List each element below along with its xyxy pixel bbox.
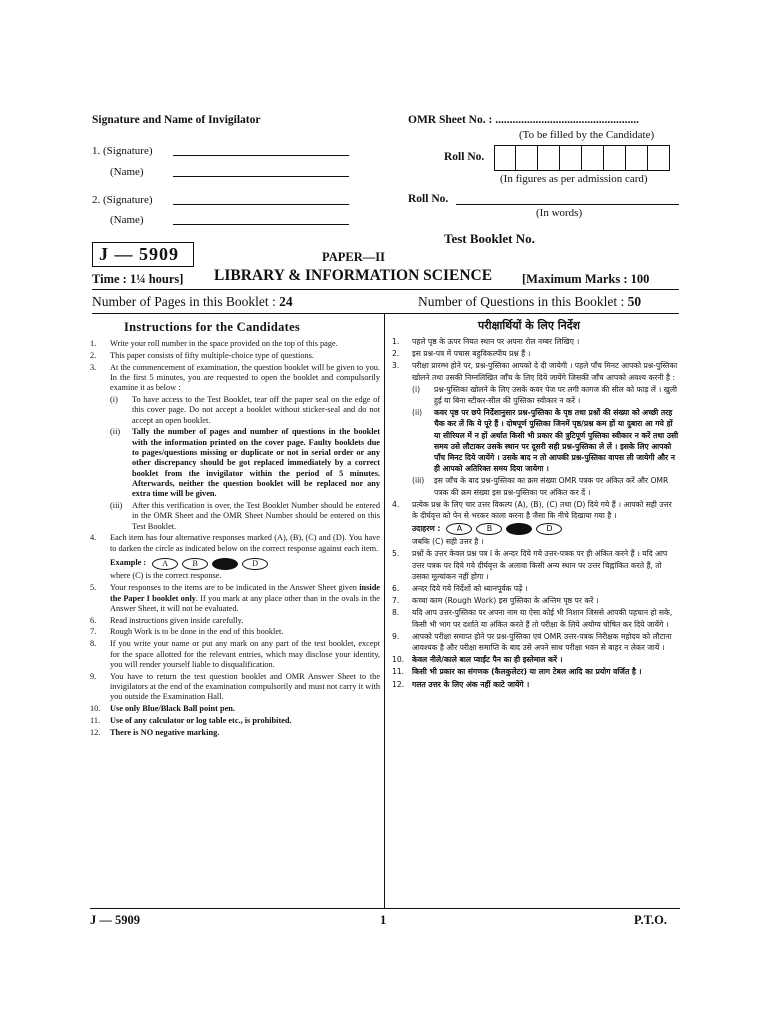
roll-box[interactable] [494, 145, 516, 171]
english-instructions [90, 339, 380, 739]
sub-item [392, 384, 680, 406]
item-num: 9. [392, 631, 400, 641]
signature-1-label: 1. (Signature) [92, 145, 153, 157]
roll-words-note: (In words) [536, 207, 583, 219]
pages-label: Number of Pages in this Booklet : [92, 294, 280, 309]
signature-1-line[interactable] [173, 155, 349, 156]
roll-box[interactable] [582, 145, 604, 171]
header-divider [92, 289, 679, 290]
column-divider [384, 314, 385, 908]
list-item [90, 339, 380, 349]
name-1-line[interactable] [173, 176, 349, 177]
item-num: 4. [392, 499, 400, 509]
example-label: उदाहरण : [412, 524, 441, 534]
item-text: गलत उत्तर के लिए अंक नहीं काटे जायेंगे । [412, 679, 530, 689]
example-note [90, 571, 380, 581]
roll-words-label: Roll No. [408, 193, 449, 205]
item-text: यदि आप उत्तर-पुस्तिका पर अपना नाम या ऐसा कोई भी निशान जिससे आपकी पहचान हो सके, किसी भी भाग पर दर्शाते या अंकित करते हैं तो परीक्षा के लिये अयोग्य घोषित कर दिये जायेंगे । [412, 608, 673, 629]
sub-item [392, 407, 680, 474]
roll-words-line[interactable] [456, 204, 679, 205]
item-text: Read instructions given inside carefully. [110, 615, 244, 625]
item-text: अन्दर दिये गये निर्देशों को ध्यानपूर्वक पढ़ें । [412, 584, 528, 594]
sub-item [392, 475, 680, 497]
item-text: पहले पृष्ठ के ऊपर नियत स्थान पर अपना रोल नम्बर लिखिए । [412, 337, 580, 346]
item-text: Tally the number of pages and number of questions in the booklet with the information printed on the cover page. Faulty booklets due to pages/questions missing or duplicate or not in serial order or any other discrepancy should be got replaced immediately by a correct booklet from the invigilator within the period of 5 minutes. Afterwards, neither the question booklet will be replaced nor any extra time will be given. [132, 427, 380, 499]
sub-item [90, 501, 380, 532]
footer-divider [90, 908, 680, 909]
item-num: 9. [90, 671, 97, 681]
item-num: 8. [392, 608, 400, 618]
item-text: There is NO negative marking. [110, 727, 220, 737]
item-num: 7. [90, 627, 97, 637]
item-text-part: . If you mark at any place other than in the ovals in the Answer Sheet, it will not be evaluated. [110, 593, 380, 613]
list-item [90, 533, 380, 554]
list-item [392, 360, 680, 382]
list-item [90, 351, 380, 361]
item-text [110, 583, 380, 614]
item-text: This paper consists of fifty multiple-choice type of questions. [110, 350, 314, 360]
example-note [392, 536, 680, 547]
item-num: (i) [110, 394, 118, 404]
item-text: Use of any calculator or log table etc., is prohibited. [110, 715, 292, 725]
item-num: 1. [392, 337, 400, 346]
oval-c-filled [212, 558, 238, 570]
roll-box[interactable] [560, 145, 582, 171]
item-text: केवल नीले/काले बाल प्वाईंट पैन का ही इस्तेमाल करें । [412, 655, 563, 665]
english-instructions-heading: Instructions for the Candidates [124, 320, 301, 334]
item-text-part: Your responses to the items are to be indicated in the Answer Sheet given [110, 583, 360, 593]
item-num: 2. [90, 350, 97, 360]
item-text: इस प्रश्न-पत्र में पचास बहुविकल्पीय प्रश्न हैं । [412, 349, 531, 359]
sub-item [90, 427, 380, 499]
item-num: (iii) [110, 500, 123, 510]
signature-2-label: 2. (Signature) [92, 194, 153, 206]
item-num: 6. [90, 615, 97, 625]
roll-box[interactable] [604, 145, 626, 171]
item-text: At the commencement of examination, the question booklet will be given to you. In the first 5 minutes, you are requested to open the booklet and compulsorily examine it as below : [110, 362, 380, 393]
questions-count [418, 294, 641, 310]
pto-label: P.T.O. [634, 913, 667, 927]
item-num: 5. [392, 549, 400, 559]
omr-sheet-label[interactable]: OMR Sheet No. : .................................................. [408, 114, 639, 126]
time-label: Time : 1¼ hours] [92, 272, 184, 286]
item-num: 12. [392, 679, 405, 689]
item-num: (ii) [110, 427, 121, 437]
item-text: कच्चा काम (Rough Work) इस पुस्तिका के अन्तिम पृष्ठ पर करें । [412, 596, 599, 606]
item-text: कवर पृष्ठ पर छपे निर्देशानुसार प्रश्न-पुस्तिका के पृष्ठ तथा प्रश्नों की संख्या को अच्छी तरह चैक कर लें कि ये पूरे हैं । दोषपूर्ण पुस्तिका जिनमें पृष्ठ/प्रश्न कम हों या दुबारा आ गये हों या सीरियल में न हों अर्थात किसी भी प्रकार की त्रुटिपूर्ण पुस्तिका स्वीकार न करें तथा उसी समय उसे लौटाकर उसके स्थान पर दूसरी सही प्रश्न-पुस्तिका ले लें । इसके लिए आपको पाँच मिनट दिये जायेंगे । उसके बाद न तो आपकी प्रश्न-पुस्तिका वापस ली जायेगी और न ही आपको अतिरिक्त समय दिया जायेगा । [434, 408, 679, 474]
list-item [392, 654, 680, 665]
item-num: 3. [90, 362, 97, 372]
roll-box[interactable] [626, 145, 648, 171]
roll-figures-note: (In figures as per admission card) [500, 173, 648, 185]
roll-box[interactable] [516, 145, 538, 171]
item-text: Rough Work is to be done in the end of this booklet. [110, 627, 284, 637]
item-num: 6. [392, 584, 400, 594]
paper-label: PAPER—II [322, 250, 385, 264]
item-num: 5. [90, 583, 97, 593]
list-item [90, 716, 380, 726]
oval-b: B [182, 558, 208, 570]
item-num: 12. [90, 727, 101, 737]
list-item [90, 704, 380, 714]
item-num: 10. [90, 704, 101, 713]
oval-b: B [476, 523, 502, 535]
example-note-text: जबकि (C) सही उत्तर है । [412, 537, 484, 547]
item-num: 7. [392, 596, 400, 606]
item-text: प्रश्न-पुस्तिका खोलने के लिए उसके कवर पेज पर लगी कागज की सील को फाड़ लें । खुली हुई या बिना स्टीकर-सील की पुस्तिका स्वीकार न करें । [434, 384, 677, 406]
item-text: इस जाँच के बाद प्रश्न-पुस्तिका का क्रम संख्या OMR पत्रक पर अंकित करें और OMR पत्रक की क्रम संख्या इस प्रश्न-पुस्तिका पर अंकित कर दें । [434, 476, 669, 497]
example-row [392, 523, 680, 535]
booklet-code: J — 5909 [92, 242, 194, 267]
pages-value: 24 [279, 294, 293, 309]
item-text: परीक्षा प्रारम्भ होने पर, प्रश्न-पुस्तिका आपको दे दी जायेगी । पहले पाँच मिनट आपको प्रश्न-पुस्तिका खोलने तथा उसकी निम्नलिखित जाँच के लिए दिये जायेंगे जिसकी जाँच आपको अवश्य करनी है : [412, 361, 678, 382]
list-item [392, 583, 680, 594]
item-num: (ii) [412, 408, 423, 418]
example-row [90, 558, 380, 570]
questions-label: Number of Questions in this Booklet : [418, 294, 628, 309]
item-num: 11. [392, 667, 405, 677]
name-2-line[interactable] [173, 224, 349, 225]
list-item [90, 363, 380, 394]
list-item [90, 616, 380, 626]
item-text: Each item has four alternative responses marked (A), (B), (C) and (D). You have to darken the circle as indicated below on the correct response against each item. [110, 533, 380, 553]
list-item [90, 583, 380, 614]
name-1-label: (Name) [110, 166, 144, 178]
list-item [392, 548, 680, 582]
item-text: प्रत्येक प्रश्न के लिए चार उत्तर विकल्प (A), (B), (C) तथा (D) दिये गये हैं । आपको सही उत्तर के दीर्घवृत्त को पेन से भरकर काला करना है जैसा कि नीचे दिखाया गया है । [412, 499, 672, 521]
header-divider-2 [92, 313, 679, 314]
omr-sheet-note: (To be filled by the Candidate) [519, 129, 655, 141]
item-text: If you write your name or put any mark on any part of the test booklet, except for the space allotted for the relevant entries, which may disclose your identity, you will render yourself liable to disqualification. [110, 639, 380, 669]
item-num: (i) [412, 384, 421, 394]
item-num: 1. [90, 339, 97, 348]
oval-d: D [242, 558, 268, 570]
test-booklet-label: Test Booklet No. [444, 231, 535, 246]
item-text: You have to return the test question booklet and OMR Answer Sheet to the invigilators at the end of the examination compulsorily and must not carry it with you outside the Examination Hall. [110, 671, 380, 702]
item-text: आपको परीक्षा समाप्त होने पर प्रश्न-पुस्तिका एवं OMR उत्तर-पत्रक निरीक्षक महोदय को लौटाना आवश्यक है और परीक्षा समाप्ति के बाद उसे अपने साथ परीक्षा भवन से बाहर न लेकर जायें । [412, 631, 672, 653]
subject-title: LIBRARY & INFORMATION SCIENCE [214, 267, 493, 284]
item-num: 10. [392, 655, 405, 665]
item-num: 11. [90, 715, 101, 725]
example-note-text: where (C) is the correct response. [110, 571, 222, 581]
item-text: Use only Blue/Black Ball point pen. [110, 704, 235, 713]
item-text: किसी भी प्रकार का संगणक (कैलकुलेटर) या लाग टेबल आदि का प्रयोग वर्जित है । [412, 667, 642, 677]
signature-2-line[interactable] [173, 204, 349, 205]
list-item [392, 499, 680, 521]
item-num: 4. [90, 533, 97, 543]
name-2-label: (Name) [110, 214, 144, 226]
oval-a: A [152, 558, 178, 570]
item-text: To have access to the Test Booklet, tear off the paper seal on the edge of this cover page. Do not accept a booklet without sticker-seal and do not accept an open booklet. [132, 394, 380, 425]
max-marks-label: [Maximum Marks : 100 [522, 272, 650, 286]
item-text: After this verification is over, the Test Booklet Number should be entered in the OMR Sheet and the OMR Sheet Number should be entered on this Test Booklet. [132, 500, 380, 531]
sub-item [90, 395, 380, 426]
list-item [90, 627, 380, 637]
item-text: प्रश्नों के उत्तर केवल प्रश्न पत्र I के अन्दर दिये गये उत्तर-पत्रक पर ही अंकित करने हैं । यदि आप उत्तर पत्रक पर दिये गये दीर्घवृत्त के अलावा किसी अन्य स्थान पर उत्तर चिह्नांकित करते हैं, तो उसका मूल्यांकन नहीं होगा । [412, 549, 668, 581]
list-item [392, 607, 680, 629]
list-item [392, 666, 680, 677]
item-text: Write your roll number in the space provided on the top of this page. [110, 339, 338, 348]
oval-d: D [536, 523, 562, 535]
oval-c-filled [506, 523, 532, 535]
questions-value: 50 [627, 294, 642, 309]
roll-number-label: Roll No. [444, 151, 485, 163]
item-num: (iii) [412, 476, 425, 486]
example-label: Example : [110, 557, 147, 567]
list-item [90, 672, 380, 703]
item-num: 3. [392, 361, 400, 371]
list-item [392, 595, 680, 606]
list-item [90, 728, 380, 738]
roll-box[interactable] [648, 145, 670, 171]
item-text-bold: inside the Paper I booklet only [110, 583, 380, 603]
hindi-instructions [392, 336, 680, 691]
oval-a: A [446, 523, 472, 535]
pages-count [92, 294, 293, 310]
invigilator-heading: Signature and Name of Invigilator [92, 114, 261, 126]
page-number: 1 [380, 913, 387, 927]
item-num: 2. [392, 349, 400, 359]
list-item [392, 631, 680, 653]
list-item [392, 679, 680, 690]
item-num: 8. [90, 639, 97, 649]
hindi-instructions-heading: परीक्षार्थियों के लिए निर्देश [478, 319, 581, 332]
footer-code: J — 5909 [90, 913, 140, 927]
list-item [392, 348, 680, 359]
roll-box[interactable] [538, 145, 560, 171]
roll-number-boxes[interactable] [494, 145, 670, 171]
list-item [392, 336, 680, 347]
list-item [90, 639, 380, 670]
